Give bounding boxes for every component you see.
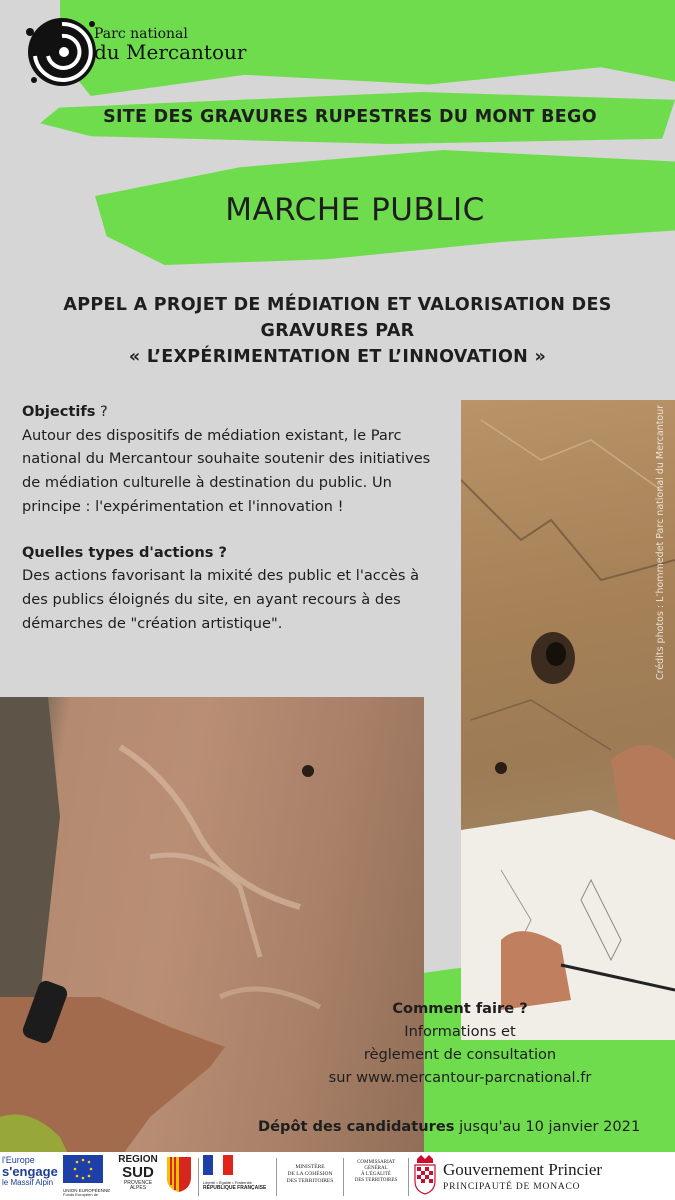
marche-public-title: MARCHE PUBLIC bbox=[225, 192, 485, 228]
separator-4 bbox=[408, 1158, 409, 1196]
gouvernement-princier-text bbox=[443, 1155, 643, 1197]
monaco-line1: Gouvernement Princier bbox=[443, 1160, 603, 1179]
alpes-maritimes-shield-logo bbox=[165, 1155, 195, 1197]
comment-faire-line2: règlement de consultation bbox=[363, 1046, 557, 1063]
appel-line3: « L’EXPÉRIMENTATION ET L’INNOVATION » bbox=[128, 347, 547, 367]
objectifs-heading-label: Objectifs bbox=[22, 403, 96, 420]
objectifs-heading bbox=[22, 400, 447, 424]
logo-text bbox=[94, 26, 246, 62]
union-europeenne-logo bbox=[63, 1155, 111, 1197]
body-text bbox=[22, 400, 447, 635]
region-sud-logo bbox=[113, 1155, 163, 1197]
site-title: SITE DES GRAVURES RUPESTRES DU MONT BEGO bbox=[103, 107, 597, 127]
europe-line3: le Massif Alpin bbox=[2, 1178, 54, 1187]
monaco-line2: PRINCIPAUTÉ DE MONACO bbox=[443, 1182, 581, 1192]
separator-2 bbox=[276, 1158, 277, 1196]
region-line3: PROVENCE bbox=[123, 1180, 153, 1186]
spiral-logo-icon bbox=[22, 12, 102, 92]
comment-faire-title: Comment faire ? bbox=[392, 1000, 528, 1017]
com-line1: COMMISSARIAT bbox=[357, 1160, 395, 1165]
comment-faire-line1: Informations et bbox=[404, 1023, 516, 1040]
actions-heading: Quelles types d'actions ? bbox=[22, 543, 228, 561]
objectifs-text: Autour des dispositifs de médiation existant, le Parc national du Mercantour souhaite soutenir des initiatives de médiation culturelle à destination du public. Un principe : l'expérimentation et l'innovation ! bbox=[22, 426, 431, 515]
republique-francaise-logo bbox=[203, 1155, 273, 1197]
min-line1: MINISTÈRE bbox=[295, 1164, 325, 1170]
com-line2: GÉNÉRAL bbox=[364, 1166, 388, 1171]
photo-credit: Crédits photos : L’hommedet Parc national du Mercantour bbox=[655, 404, 666, 680]
comment-faire bbox=[300, 997, 620, 1089]
appel-line2: GRAVURES PAR bbox=[260, 321, 415, 341]
logo-line1: Parc national bbox=[94, 26, 188, 42]
com-line3: À L'ÉGALITÉ bbox=[361, 1172, 391, 1177]
rf-line2: RÉPUBLIQUE FRANÇAISE bbox=[203, 1185, 267, 1191]
com-line4: DES TERRITOIRES bbox=[354, 1178, 398, 1183]
europe-line2: s'engage bbox=[2, 1164, 58, 1179]
appel-heading bbox=[0, 292, 675, 370]
actions-text: Des actions favorisant la mixité des public et l'accès à des publics éloignés du site, en ayant recours à des démarches de "création artistique". bbox=[22, 567, 420, 632]
region-line2: SUD bbox=[122, 1164, 154, 1181]
min-line3: DES TERRITOIRES bbox=[286, 1178, 334, 1184]
europe-engage-logo bbox=[2, 1155, 60, 1197]
min-line2: DE LA COHÉSION bbox=[287, 1171, 333, 1177]
region-line1: REGION bbox=[118, 1154, 158, 1165]
depot-rest: jusqu'au 10 janvier 2021 bbox=[454, 1118, 641, 1135]
separator-3 bbox=[343, 1158, 344, 1196]
region-line4: ALPES bbox=[129, 1185, 147, 1191]
monaco-crest-logo bbox=[411, 1155, 441, 1197]
ministere-cohesion-logo bbox=[280, 1155, 340, 1197]
rf-line1: Liberté • Égalité • Fraternité bbox=[203, 1180, 252, 1185]
eu-flag-icon bbox=[63, 1155, 103, 1183]
depot-deadline bbox=[258, 1118, 640, 1135]
logo-line2: du Mercantour bbox=[94, 40, 247, 64]
photo-engraving-sketch bbox=[461, 400, 675, 1040]
marianne-icon bbox=[203, 1155, 233, 1175]
monaco-crest-icon bbox=[411, 1155, 439, 1195]
separator-1 bbox=[198, 1158, 199, 1196]
shield-icon bbox=[165, 1155, 193, 1193]
objectifs-heading-suffix: ? bbox=[95, 403, 108, 420]
ue-line1: UNION EUROPÉENNE bbox=[63, 1188, 111, 1193]
depot-bold: Dépôt des candidatures bbox=[258, 1118, 455, 1135]
commissariat-logo bbox=[346, 1155, 406, 1197]
europe-line1: l'Europe bbox=[2, 1155, 35, 1165]
appel-line1: APPEL A PROJET DE MÉDIATION ET VALORISATION DES bbox=[63, 295, 612, 315]
photo-right-art bbox=[461, 400, 675, 1040]
ue-line2: Fonds Européen de bbox=[63, 1192, 99, 1197]
comment-faire-url[interactable]: sur www.mercantour-parcnational.fr bbox=[328, 1069, 592, 1086]
